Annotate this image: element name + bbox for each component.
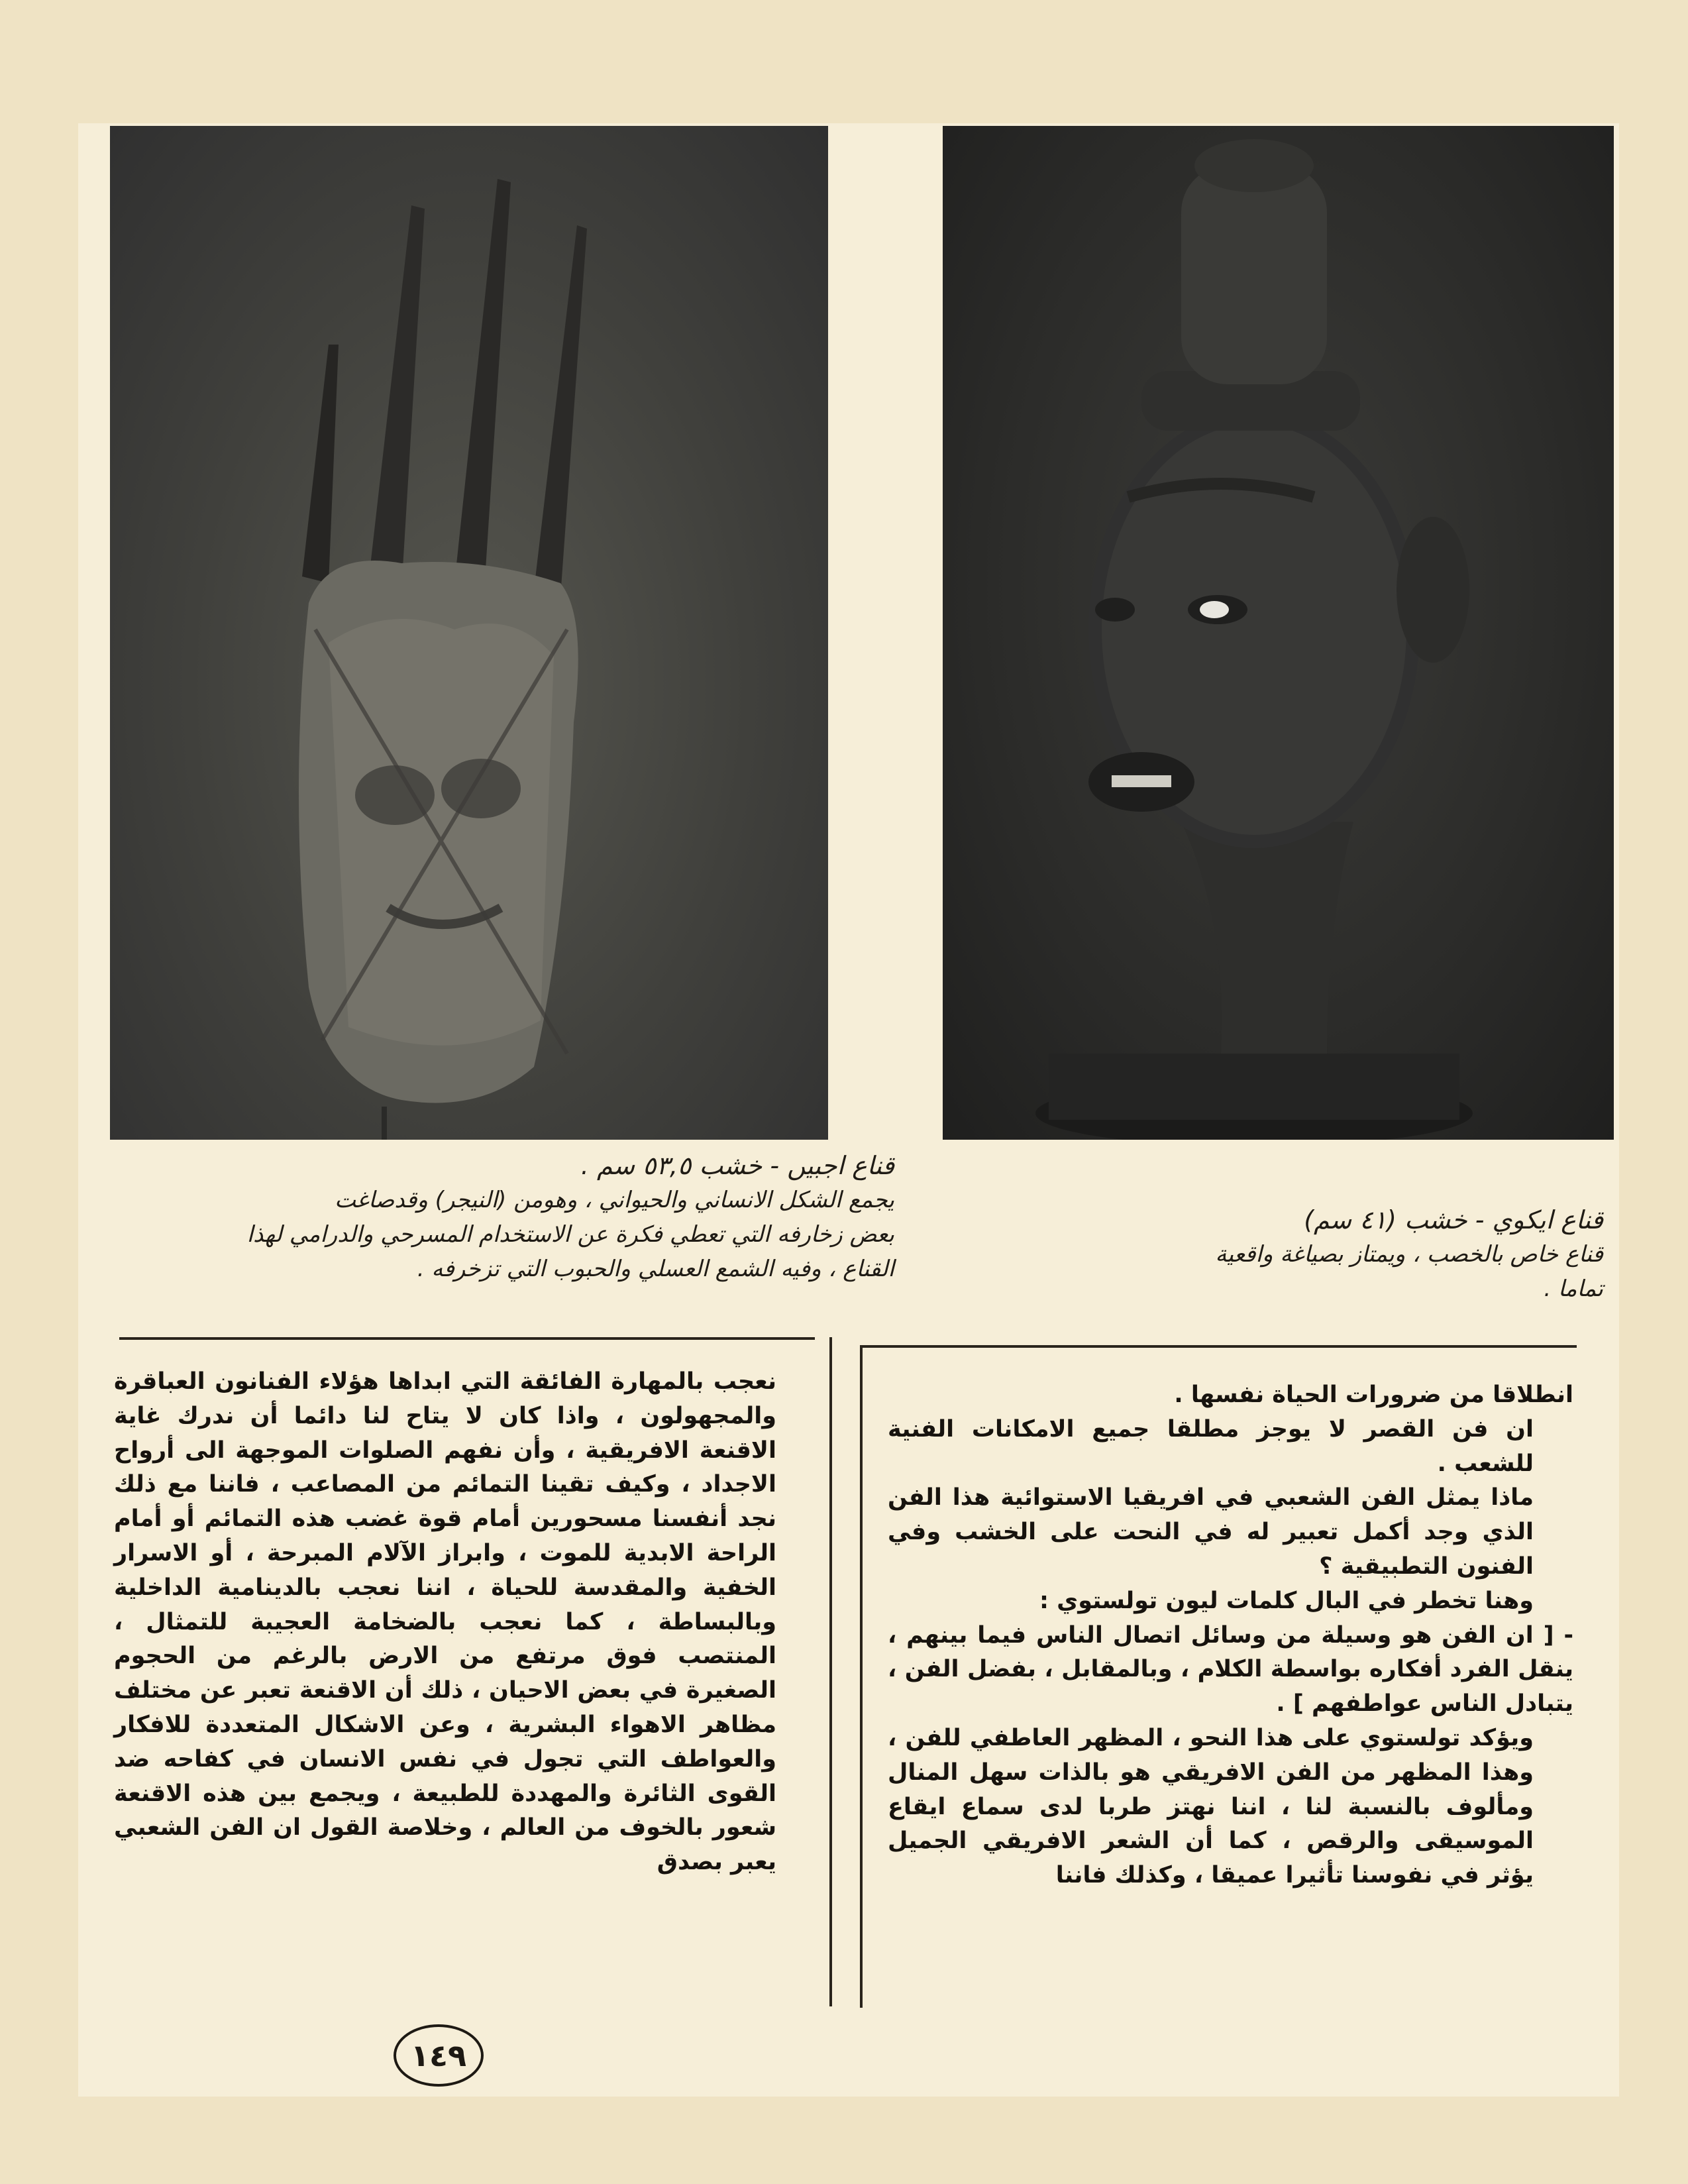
caption-ijebu-line: بعض زخارفه التي تعطي فكرة عن الاستخدام المسرحي والدرامي لهذا (246, 1221, 894, 1248)
page-number: ١٤٩ (394, 2024, 484, 2087)
mask-photo-ijebu (110, 126, 828, 1140)
column-divider (829, 1337, 832, 2006)
column-divider-inner (860, 1345, 863, 2008)
column-rule-top-left (119, 1337, 815, 1340)
body-column-right (888, 1378, 1573, 1893)
caption-ekoi-line: قناع خاص بالخصب ، ويمتاز بصياغة واقعية (1215, 1241, 1603, 1268)
paragraph: ان فن القصر لا يوجز مطلقا جميع الامكانات الفنية للشعب . (888, 1415, 1534, 1477)
mask-photo-ekoi (943, 126, 1614, 1140)
caption-ekoi (934, 1203, 1603, 1306)
paragraph: نعجب بالمهارة الفائقة التي ابداها هؤلاء الفنانون العباقرة والمجهولون ، واذا كان لا يتاح لنا دائما أن ندرك غاية الاقنعة الافريقية ، وأن نفهم الصلوات الموجهة الى أرواح الاجداد ، وكيف تقينا التمائم من المصاعب ، فاننا مع ذلك نجد أنفسنا مسحورين أمام قوة غضب هذه التمائم أو أمام الراحة الابدية للموت ، وابراز الآلام المبرحة ، أو الاسرار الخفية والمقدسة للحياة ، اننا نعجب بالدينامية الداخلية وبالبساطة ، كما نعجب بالضخامة العجيبة للتمثال ، المنتصب فوق مرتفع من الارض بالرغم من الحجوم الصغيرة في بعض الاحيان ، ذلك أن الاقنعة تعبر عن مختلف مظاهر الاهواء البشرية ، وعن الاشكال المتعددة للافكار والعواطف التي تجول في نفس الانسان في كفاحه ضد القوى الثائرة والمهددة للطبيعة ، ويجمع بين هذه الاقنعة شعور بالخوف من العالم ، وخلاصة القول ان الفن الشعبي يعبر بصدق (114, 1368, 776, 1876)
caption-ijebu (99, 1148, 894, 1286)
paragraph: وهنا تخطر في البال كلمات ليون تولستوي : (1039, 1587, 1534, 1614)
caption-ekoi-line: تماما . (1544, 1276, 1603, 1302)
caption-ijebu-title: قناع اجبيں - خشب ٥٣,٥ سم . (580, 1151, 894, 1180)
paragraph: ويؤكد تولستوي على هذا النحو ، المظهر العاطفي للفن ، وهذا المظهر من الفن الافريقي هو بالذات سهل المنال ومألوف بالنسبة لنا ، اننا نهتز طربا لدى سماع ايقاع الموسيقى والرقص ، كما أن الشعر الافريقي الجميل يؤثر في نفوسنا تأثيرا عميقا ، وكذلك فاننا (888, 1724, 1534, 1889)
ijebu-mask-illustration (110, 126, 828, 1140)
paragraph: ماذا يمثل الفن الشعبي في افريقيا الاستوائية هذا الفن الذي وجد أكمل تعبير له في النحت على الخشب وفي الفنون التطبيقية ؟ (888, 1484, 1534, 1580)
paragraph: - [ ان الفن هو وسيلة من وسائل اتصال الناس فيما بينهم ، ينقل الفرد أفكاره بواسطة الكلام ، وبالمقابل ، بفضل الفن ، يتبادل الناس عواطفهم ] . (888, 1621, 1573, 1718)
caption-ekoi-title: قناع ايكوي - خشب (٤١ سم) (1304, 1205, 1603, 1234)
column-rule-top-right (861, 1345, 1577, 1348)
paragraph: انطلاقا من ضرورات الحياة نفسها . (1174, 1382, 1573, 1408)
body-column-left (114, 1365, 776, 1880)
ekoi-mask-illustration (943, 126, 1614, 1140)
caption-ijebu-line: يجمع الشكل الانساني والحيواني ، وهومن (النيجر) وقدصاغت (335, 1187, 894, 1213)
caption-ijebu-line: القناع ، وفيه الشمع العسلي والحبوب التي تزخرفه . (417, 1256, 894, 1282)
